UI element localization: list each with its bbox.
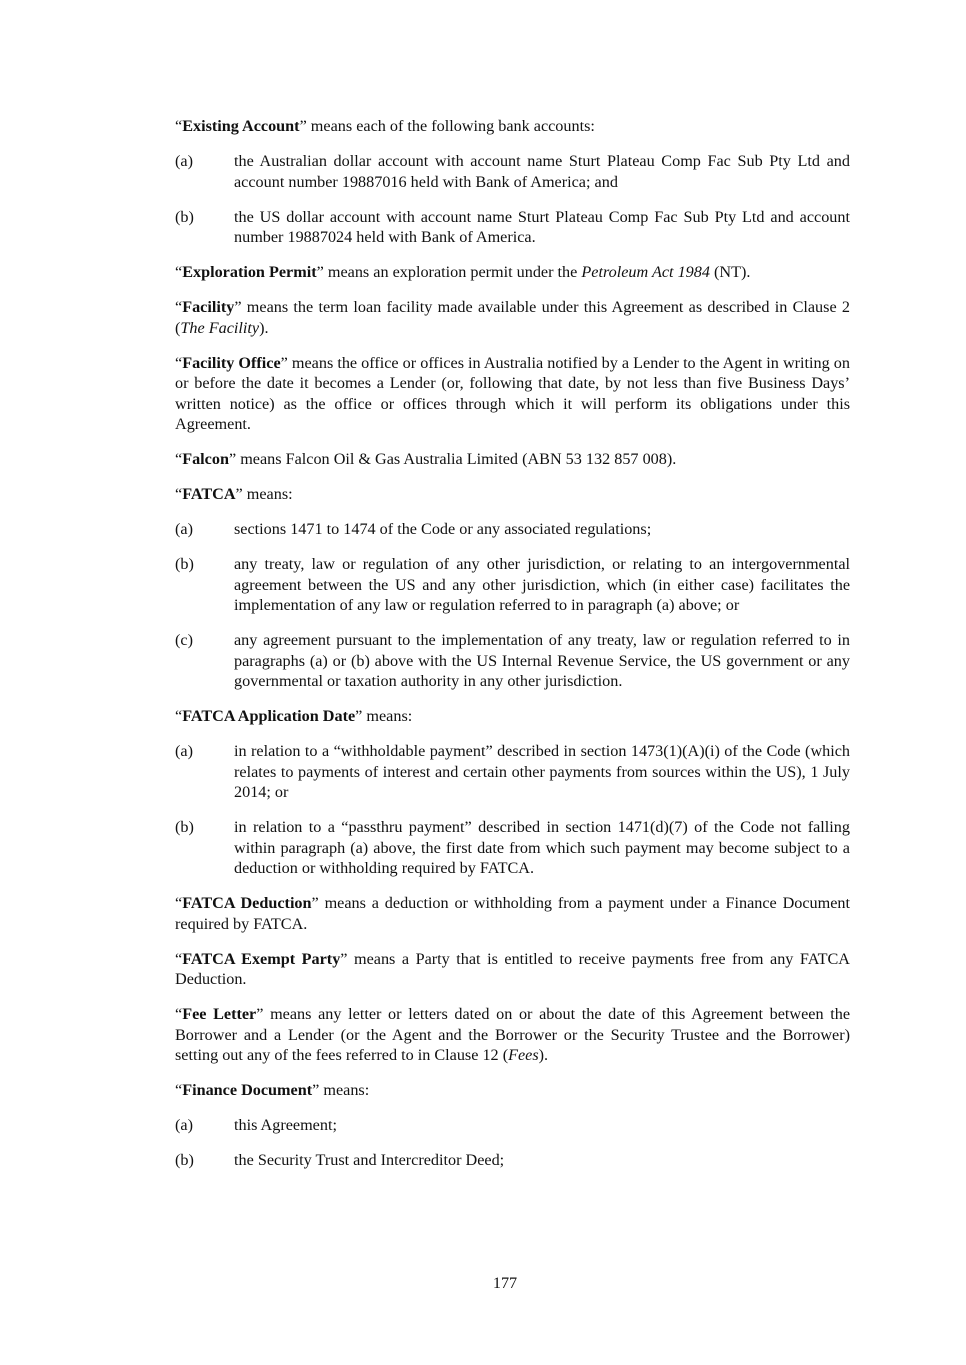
defined-term: FATCA (182, 485, 236, 503)
definition-existing-account: “Existing Account” means each of the following bank accounts: (175, 117, 595, 135)
defined-term: FATCA Exempt Party (182, 949, 341, 968)
defined-term: Facility Office (182, 353, 281, 372)
list-item: (a) sections 1471 to 1474 of the Code or any associated regulations; (175, 520, 652, 538)
defined-term: FATCA Application Date (182, 707, 356, 725)
list-item: (b) the Security Trust and Intercreditor Deed; (175, 1151, 505, 1169)
defined-term: Falcon (182, 450, 229, 468)
list-item: (a) this Agreement; (175, 1116, 337, 1134)
definition-falcon: “Falcon” means Falcon Oil & Gas Australia Limited (ABN 53 132 857 008). (175, 450, 677, 468)
definition-fatca-application-date: “FATCA Application Date” means: (175, 707, 413, 725)
list-item: (b) any treaty, law or regulation of any other jurisdiction, or relating to an intergovernmental agreement between the US and any other jurisdiction, which (in either case) facilitates the implementation of any law or regulation referred to in paragraph (a) above; or (175, 555, 850, 614)
list-item: (a) in relation to a “withholdable payment” described in section 1473(1)(A)(i) of the Code (which relates to payments of interest and certain other payments from sources within the US), 1 July 2014; or (175, 742, 850, 801)
definition-fee-letter: “Fee Letter” means any letter or letters dated on or about the date of this Agreement between the Borrower and a Lender (or the Agent and the Borrower or the Security Trustee and the Borrower) setting out any of the fees referred to in Clause 12 (Fees). (175, 1005, 851, 1064)
defined-term: Exploration Permit (182, 263, 317, 281)
defined-term: Fee Letter (182, 1005, 257, 1023)
definition-fatca-deduction: “FATCA Deduction” means a deduction or withholding from a payment under a Finance Document required by FATCA. (175, 894, 851, 933)
definition-facility-office: “Facility Office” means the office or offices in Australia notified by a Lender to the Agent in writing on or before the date it becomes a Lender (or, following that date, by not less than five Business Days’ written notice) as the office or offices through which it will perform its obligations under this Agreement. (175, 353, 850, 433)
definition-fatca: “FATCA” means: (175, 485, 293, 503)
definition-finance-document: “Finance Document” means: (175, 1081, 370, 1099)
list-item: (a) the Australian dollar account with account name Sturt Plateau Comp Fac Sub Pty Ltd and account number 19887016 held with Bank of America; and (175, 152, 850, 191)
defined-term: Finance Document (182, 1081, 313, 1099)
list-item: (b) in relation to a “passthru payment” described in section 1471(d)(7) of the Code not falling within paragraph (a) above, the first date from which such payment may become subject to a deduction or withholding required by FATCA. (175, 818, 850, 877)
list-item: (c) any agreement pursuant to the implementation of any treaty, law or regulation referred to in paragraphs (a) or (b) above with the US Internal Revenue Service, the US government or any governmental or taxation authority in any other jurisdiction. (175, 631, 850, 690)
definition-fatca-exempt-party: “FATCA Exempt Party” means a Party that is entitled to receive payments free from any FATCA Deduction. (175, 949, 850, 988)
page-number: 177 (492, 1274, 518, 1292)
defined-term: Facility (182, 298, 235, 316)
document-page (175, 116, 850, 1185)
definition-exploration-permit: “Exploration Permit” means an exploration permit under the Petroleum Act 1984 (NT). (175, 263, 751, 281)
list-item: (b) the US dollar account with account name Sturt Plateau Comp Fac Sub Pty Ltd and account number 19887024 held with Bank of America. (175, 207, 850, 246)
definition-facility: “Facility” means the term loan facility made available under this Agreement as described in Clause 2 (The Facility). (175, 298, 850, 337)
defined-term: Existing Account (182, 117, 300, 135)
defined-term: FATCA Deduction (182, 894, 312, 912)
